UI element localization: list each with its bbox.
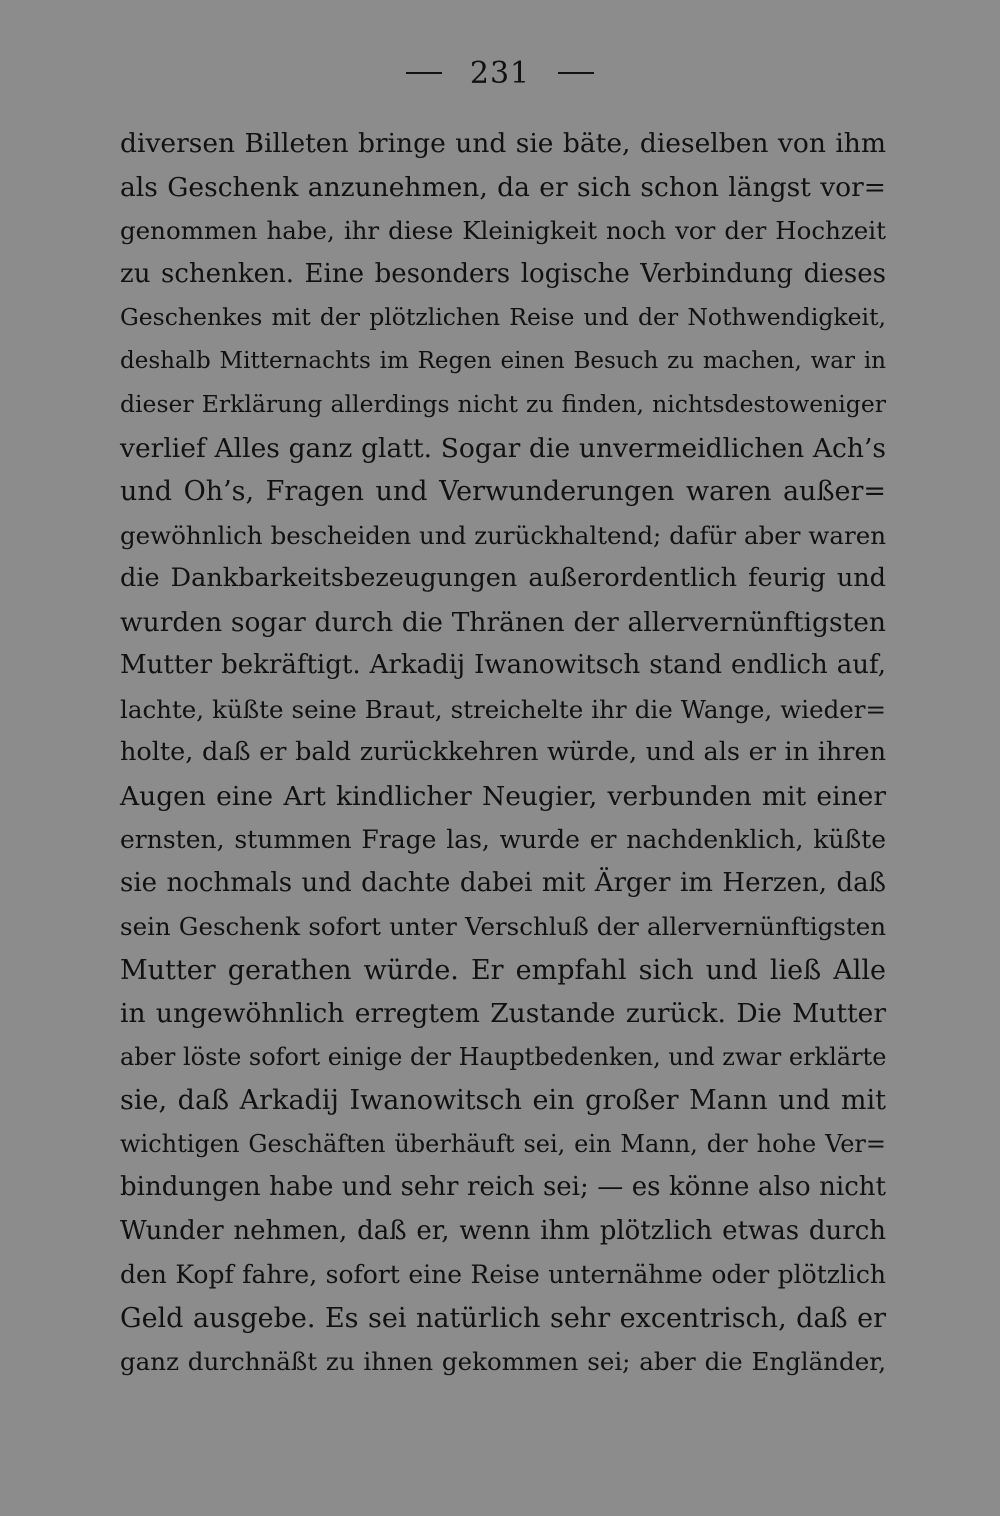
text-line: genommen habe, ihr diese Kleinigkeit noch vor der Hochzeit [120, 216, 886, 245]
text-line: verlief Alles ganz glatt. Sogar die unvermeidlichen Ach’s [120, 432, 886, 464]
text-line: Mutter bekräftigt. Arkadij Iwanowitsch stand endlich auf, [120, 650, 886, 680]
text-line: sie nochmals und dachte dabei mit Ärger im Herzen, daß [120, 867, 886, 898]
text-line: gewöhnlich bescheiden und zurückhaltend; dafür aber waren [120, 520, 886, 550]
text-line: diversen Billeten bringe und sie bäte, dieselben von ihm [120, 128, 886, 159]
text-line: zu schenken. Eine besonders logische Verbindung dieses [120, 258, 886, 289]
text-line: ganz durchnäßt zu ihnen gekommen sei; aber die Engländer, [120, 1347, 886, 1376]
page-number: 231 [469, 56, 531, 91]
text-line: Wunder nehmen, daß er, wenn ihm plötzlich etwas durch [120, 1215, 886, 1246]
text-line: dieser Erklärung allerdings nicht zu finden, nichtsdestoweniger [120, 390, 886, 418]
text-line: den Kopf fahre, sofort eine Reise unternähme oder plötzlich [120, 1260, 886, 1289]
text-line: die Dankbarkeitsbezeugungen außerordentlich feurig und [120, 563, 886, 593]
text-line: sie, daß Arkadij Iwanowitsch ein großer Mann und mit [120, 1085, 886, 1116]
text-line: deshalb Mitternachts im Regen einen Besuch zu machen, war in [120, 347, 886, 374]
text-line: wichtigen Geschäften überhäuft sei, ein Mann, der hohe Ver= [120, 1129, 886, 1158]
text-line: als Geschenk anzunehmen, da er sich schon längst vor= [120, 171, 886, 203]
text-line: in ungewöhnlich erregtem Zustande zurück. Die Mutter [120, 998, 886, 1029]
text-line: aber löste sofort einige der Hauptbedenken, und zwar erklärte [120, 1042, 887, 1071]
text-line: bindungen habe und sehr reich sei; — es könne also nicht [120, 1172, 886, 1202]
text-line: Augen eine Art kindlicher Neugier, verbunden mit einer [120, 780, 886, 812]
text-line: ernsten, stummen Frage las, wurde er nachdenklich, küßte [120, 825, 886, 854]
page-header [0, 56, 1000, 91]
text-line: sein Geschenk sofort unter Verschluß der allervernünftigsten [120, 912, 886, 941]
text-line: Geschenkes mit der plötzlichen Reise und der Nothwendigkeit, [120, 303, 886, 331]
header-dash-left [406, 72, 442, 74]
body-text [120, 122, 886, 1384]
text-line: wurden sogar durch die Thränen der allervernünftigsten [120, 606, 886, 638]
text-line: lachte, küßte seine Braut, streichelte ihr die Wange, wieder= [120, 694, 886, 724]
text-line: holte, daß er bald zurückkehren würde, und als er in ihren [120, 737, 886, 767]
text-line: Mutter gerathen würde. Er empfahl sich und ließ Alle [120, 954, 886, 986]
header-dash-right [558, 72, 594, 74]
text-line: Geld ausgebe. Es sei natürlich sehr excentrisch, daß er [120, 1302, 886, 1334]
text-line: und Oh’s, Fragen und Verwunderungen waren außer= [120, 476, 886, 507]
